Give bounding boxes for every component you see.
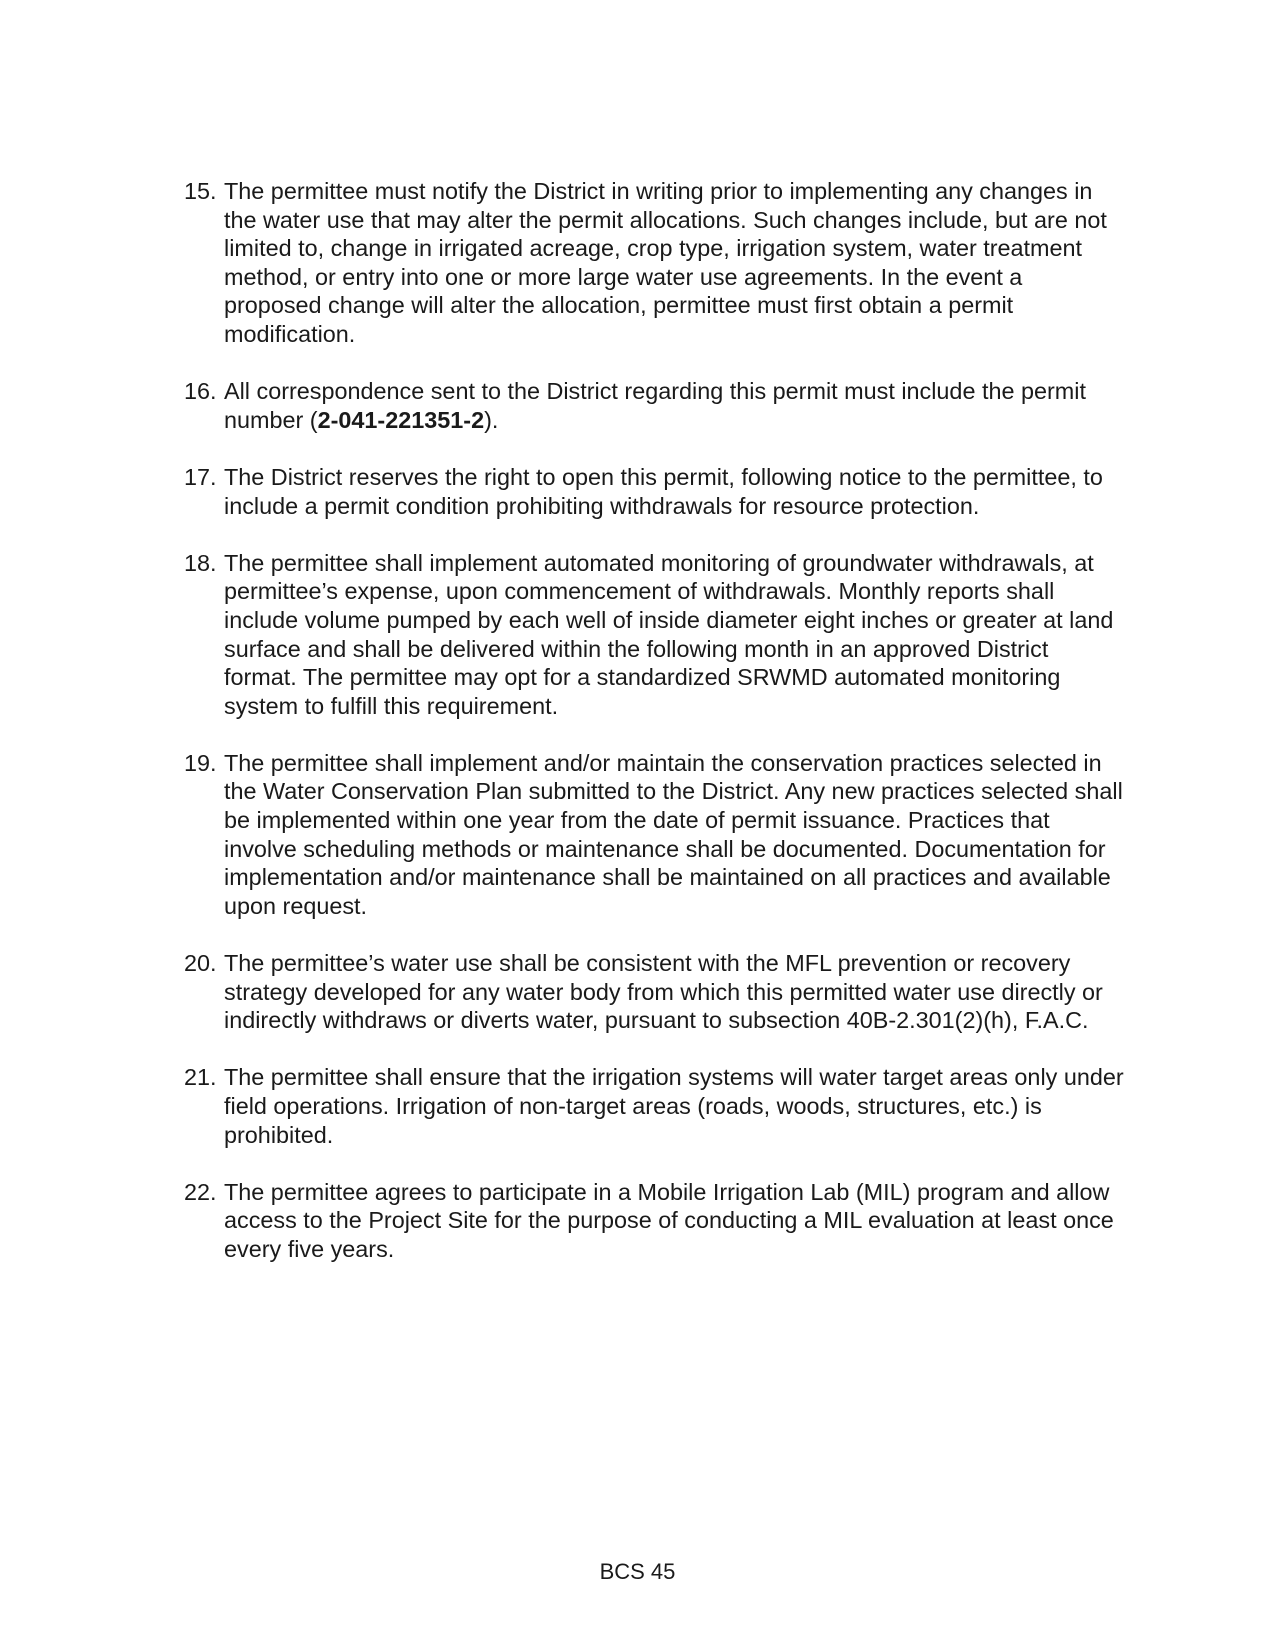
page-footer [0, 1558, 1275, 1586]
condition-text [224, 377, 1124, 434]
condition-18 [184, 549, 1124, 721]
condition-22 [184, 1178, 1124, 1264]
condition-15 [184, 177, 1124, 349]
condition-text: The permittee agrees to participate in a Mobile Irrigation Lab (MIL) program and allow access to the Project Site for the purpose of conducting a MIL evaluation at least once every five years. [224, 1178, 1114, 1262]
condition-19 [184, 749, 1124, 921]
condition-text: The permittee shall implement and/or maintain the conservation practices selected in the Water Conservation Plan submitted to the District. Any new practices selected shall be implemented within one year from the date of permit issuance. Practices that involve scheduling methods or maintenance shall be documented. Documentation for implementation and/or maintenance shall be maintained on all practices and available upon request. [224, 749, 1123, 919]
condition-17 [184, 463, 1124, 520]
permit-number: 2-041-221351-2 [317, 406, 485, 433]
condition-number: 20. [184, 950, 217, 977]
permit-conditions-list [184, 177, 1124, 1292]
condition-20 [184, 949, 1124, 1035]
condition-text: The permittee must notify the District in writing prior to implementing any changes in the water use that may alter the permit allocations. Such changes include, but are not limited to, change in irrigated acreage, crop type, irrigation system, water treatment method, or entry into one or more large water use agreements. In the event a proposed change will alter the allocation, permittee must first obtain a permit modification. [224, 178, 1107, 347]
condition-text-before: All correspondence sent to the District regarding this permit must include the permit number ( [224, 378, 1086, 433]
condition-text: The District reserves the right to open this permit, following notice to the permittee, to include a permit condition prohibiting withdrawals for resource protection. [224, 463, 1103, 519]
condition-number: 21. [184, 1064, 217, 1091]
condition-number: 18. [184, 549, 217, 576]
condition-number: 15. [184, 178, 217, 204]
condition-16 [184, 377, 1124, 434]
condition-text: The permittee shall ensure that the irrigation systems will water target areas only under field operations. Irrigation of non-target areas (roads, woods, structures, etc.) is prohibited. [224, 1064, 1124, 1148]
condition-text: The permittee’s water use shall be consistent with the MFL prevention or recovery strategy developed for any water body from which this permitted water use directly or indirectly withdraws or diverts water, pursuant to subsection 40B-2.301(2)(h), F.A.C. [224, 950, 1103, 1034]
condition-text: The permittee shall implement automated monitoring of groundwater withdrawals, at permittee’s expense, upon commencement of withdrawals. Monthly reports shall include volume pumped by each well of inside diameter eight inches or greater at land surface and shall be delivered within the following month in an approved District format. The permittee may opt for a standardized SRWMD automated monitoring system to fulfill this requirement. [224, 549, 1114, 719]
condition-21 [184, 1063, 1124, 1149]
condition-number: 16. [184, 378, 217, 405]
condition-text-after: ). [484, 406, 499, 433]
condition-number: 17. [184, 463, 217, 490]
condition-number: 19. [184, 749, 217, 776]
page-number: BCS 45 [599, 1559, 676, 1584]
condition-number: 22. [184, 1178, 217, 1205]
